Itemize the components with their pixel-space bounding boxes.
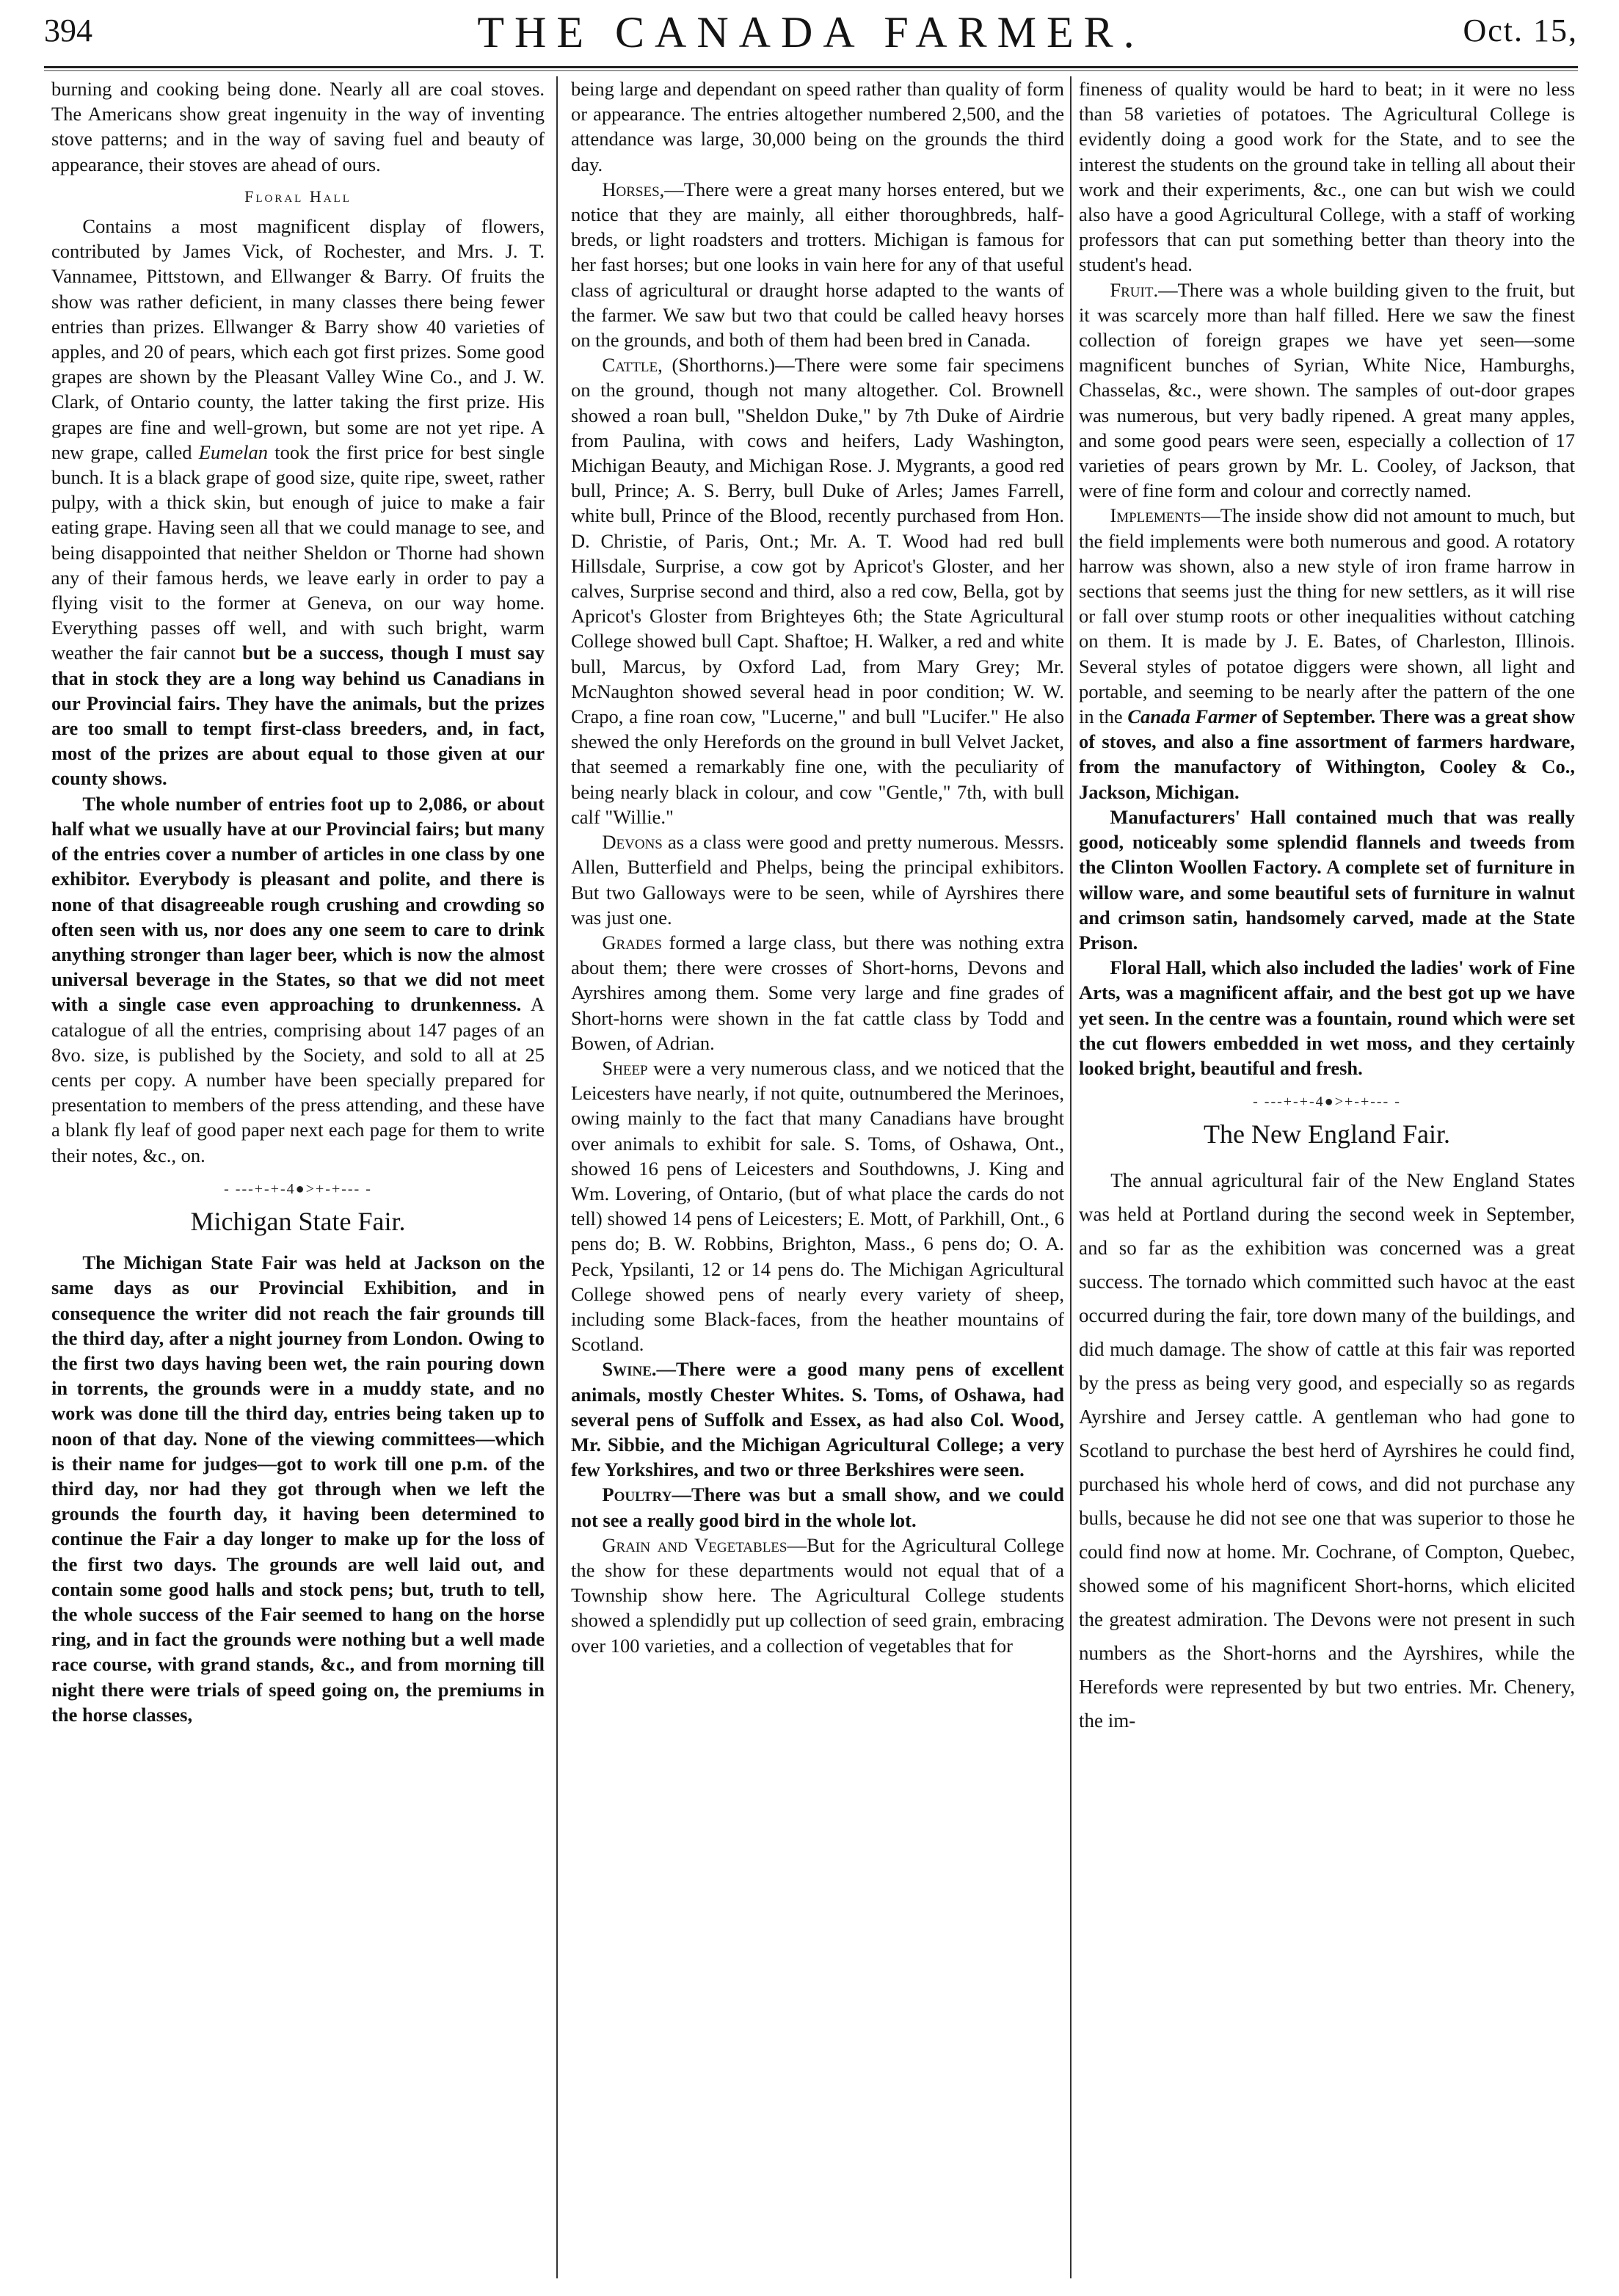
- paragraph-entries: [51, 791, 545, 1168]
- paragraph-cattle: Cattle, (Shorthorns.)—There were some fair specimens on the ground, though not many altogether. Col. Brownell showed a roan bull, "Sheldon Duke," by 7th Duke of Airdrie from Paulina, with cows and heifers, Lady Washington, Michigan Beauty, and Michigan Rose. J. Mygrants, a good red bull, Prince; A. S. Berry, bull Duke of Arles; James Farrell, white bull, Prince of the Blood, recently purchased from Hon. D. Christie, of Paris, Ont.; Mr. A. T. Wood had red bull Hillsdale, Surprise, a cow got by Apricot's Gloster, and her calves, Surprise second and third, also a red cow, Bella, got by Apricot's Gloster from Brighteyes 6th; the State Agricultural College showed bull Capt. Shaftoe; H. Walker, a red and white bull, Marcus, by Oxford Lad, from Mary Grey; Mr. McNaughton showed several head in poor condition; W. W. Crapo, a fine roan cow, "Lucerne," and bull "Lucifer." He also shewed the only Herefords on the ground in bull Velvet Jacket, that seemed a remarkably fine one, with the peculiarity of being nearly black in colour, and cow "Gentle," 7th, with bull calf "Willie.": [571, 354, 1064, 828]
- floral-text-b: took the first price for best single bunch. It is a black grape of good size, quite ripe, sweet, rather pulpy, with a thick skin, but enough of juice to make a fair eating grape. Having seen all that we could manage to see, and being disappointed that neither Sheldon or Thorne had shown any of their famous herds, we leave early in order to pay a flying visit to the former at Geneva, on our way home. Everything passes off well, and with such bright, warm weather the fair cannot: [51, 440, 545, 664]
- paragraph-sheep: Sheep were a very numerous class, and we noticed that the Leicesters have nearly, if not quite, outnumbered the Merinoes, owing mainly to the fact that many Canadians have brought over animals to exhibit for sale. S. Toms, of Oshawa, Ont., showed 16 pens of Leicesters and Southdowns, J. King and Wm. Lovering, of Ontario, (but of what place the cards do not tell) showed 14 pens of Leicesters; E. Mott, of Parkhill, Ont., 6 pens do; B. W. Robbins, Brighton, Mass., 6 pens do; O. A. Peck, Ypsilanti, 12 or 14 pens do. The Michigan Agricultural College showed pens of nearly every variety of sheep, including some Black-faces, from the heather mountains of Scotland.: [571, 1056, 1064, 1356]
- entries-text-bold: The whole number of entries foot up to 2,086, or about half what we usually have at our Provincial fairs; but many of the entries cover a number of articles in one class by one exhibitor. Everybody is pleasant and polite, and there is none of that disagreeable rough crushing and crowding so often seen with us, nor does any one seem to care to drink anything stronger than lager beer, which is now the almost universal beverage in the States, so that we did not meet with a single case even approaching to drunkenness.: [51, 792, 545, 1016]
- paragraph-poultry: Poultry—There was but a small show, and we could not see a really good bird in the whole lot.: [571, 1483, 1064, 1531]
- header-rule: [44, 66, 1578, 68]
- column-2: [571, 76, 1064, 2271]
- paragraph-grades: Grades formed a large class, but there was nothing extra about them; there were crosses of Short-horns, Devons and Ayrshires among them. Some very large and fine grades of Short-horns were shown in the fat cattle class by Todd and Bowen, of Adrian.: [571, 931, 1064, 1054]
- paragraph-stoves: burning and cooking being done. Nearly all are coal stoves. The Americans show great ingenuity in the way of inventing stove patterns; and in the way of saving fuel and beauty of appearance, their stoves are ahead of ours.: [51, 78, 545, 175]
- label-implements: Implements: [1110, 504, 1201, 527]
- entries-text-b: A catalogue of all the entries, comprising about 147 pages of an 8vo. size, is published by the Society, and sold to all at 25 cents per copy. A number have been specially prepared for presentation to members of the press attending, and these have a blank fly leaf of good paper next each page for them to write their notes, &c., on.: [51, 993, 545, 1166]
- column-divider-2: [1070, 76, 1072, 2278]
- column-divider-1: [556, 76, 558, 2278]
- paragraph-michigan: The Michigan State Fair was held at Jackson on the same days as our Provincial Exhibition, and in consequence the writer did not reach the fair grounds till the third day, after a night journey from London. Owing to the first two days having been wet, the rain pouring down in torrents, the grounds were in a muddy state, and no work was done till the third day, entries being taken up to noon of that day. None of the viewing committees—which is their name for judges—got to work till one p.m. of the third day, nor had they got through when we left the grounds the fourth day, it having been determined to continue the Fair a day longer to make up for the loss of the first two days. The grounds are well laid out, and contain some good halls and stock pens; but, truth to tell, the whole success of the Fair seemed to hang on the horse ring, and in fact the grounds were nothing but a well made race course, with grand stands, &c., and from morning till night there were trials of speed going on, the premiums in the horse classes,: [51, 1251, 545, 1726]
- page-number: 394: [44, 12, 92, 48]
- heading-new-england-fair: The New England Fair.: [1204, 1119, 1450, 1149]
- paragraph-floral-hall: [51, 214, 545, 791]
- paragraph-new-england: The annual agricultural fair of the New England States was held at Portland during the second week in September, and so far as the exhibition was concerned was a great success. The tornado which committed such havoc at the east occurred during the fair, tore down many of the buildings, and did much damage. The show of cattle at this fair was reported by the press as being very good, and especially so as regards Ayrshire and Jersey cattle. A gentleman who had gone to Scotland to purchase the best herd of Ayrshires he could find, purchased his whole herd of cows, and did not purchase any bulls, because he did not see one that was superior to those he could find now at home. Mr. Cochrane, of Compton, Quebec, showed some of his magnificent Short-horns, which elicited the greatest admiration. The Devons were not present in such numbers as the Short-horns and the Ayrshires, while the Herefords were represented by but two entries. Mr. Chenery, the im-: [1079, 1169, 1575, 1732]
- label-grades: Grades: [602, 931, 662, 953]
- heading-michigan-state-fair: Michigan State Fair.: [190, 1206, 406, 1236]
- label-poultry: Poultry: [602, 1483, 672, 1506]
- paragraph-horse-classes: being large and dependant on speed rather than quality of form or appearance. The entries altogether numbered 2,500, and the attendance was large, 30,000 being on the grounds the third day.: [571, 78, 1064, 175]
- paper-name: Canada Farmer: [1127, 705, 1257, 728]
- paragraph-floral-hall-2: Floral Hall, which also included the ladies' work of Fine Arts, was a magnificent affair, and the best got up we have yet seen. In the centre was a fountain, round which were set the cut flowers embedded in wet moss, and they certainly looked bright, beautiful and fresh.: [1079, 956, 1575, 1079]
- grape-name: Eumelan: [198, 440, 268, 463]
- label-sheep: Sheep: [602, 1056, 648, 1079]
- ornamental-separator-2: - ---+-+-4●>+-+--- -: [1253, 1094, 1401, 1111]
- paragraph-devons: Devons as a class were good and pretty numerous. Messrs. Allen, Butterfield and Phelps, being the principal exhibitors. But two Galloways were to be seen, while of Ayrshires there was just one.: [571, 831, 1064, 929]
- paragraph-implements: Implements—The inside show did not amount to much, but the field implements were both numerous and good. A rotatory harrow was shown, also a new style of iron frame harrow in sections that seems just the thing for new settlers, as it will rise or fall over stump roots or other inequalities without catching on them. It is made by J. E. Bates, of Charleston, Illinois. Several styles of potatoe diggers were shown, all light and portable, and seeming to be nearly after the pattern of the one in the Canada Farmer of September. There was a great show of stoves, and also a fine assortment of farmers hardware, from the manufactory of Withington, Cooley & Co., Jackson, Michigan.: [1079, 504, 1575, 803]
- paragraph-manufacturers-hall: Manufacturers' Hall contained much that was really good, noticeably some splendid flannels and tweeds from the Clinton Woollen Factory. A complete set of furniture in willow ware, and some beautiful sets of furniture in walnut and crimson satin, handsomely carved, made at the State Prison.: [1079, 805, 1575, 953]
- header-rule-thin: [44, 70, 1578, 71]
- column-1: [51, 76, 545, 2271]
- label-cattle: Cattle,: [602, 354, 663, 377]
- paragraph-swine: Swine.—There were a good many pens of excellent animals, mostly Chester Whites. S. Toms, of Oshawa, had several pens of Suffolk and Essex, as had also Col. Wood, Mr. Sibbie, and the Michigan Agricultural College; a very few Yorkshires, and two or three Berkshires were seen.: [571, 1358, 1064, 1481]
- subheading-floral-hall: Floral Hall: [244, 186, 352, 206]
- paragraph-college: fineness of quality would be hard to beat; in it were no less than 58 varieties of potatoes. The Agricultural College is evidently doing a good work for the State, and to see the interest the students on the ground take in telling all about their work and their experiments, &c., one can but wish we could also have a good Agricultural College, with a staff of working professors that can put something better than theory into the student's head.: [1079, 78, 1575, 276]
- page-header: [44, 4, 1578, 68]
- issue-date: Oct. 15,: [1463, 12, 1578, 48]
- masthead-title: THE CANADA FARMER.: [477, 8, 1145, 57]
- floral-text-bold: but be a success, though I must say that in stock they are a long way behind us Canadians in our Provincial fairs. They have the animals, but the prizes are too small to tempt first-class breeders, and, in fact, most of the prizes are about equal to those given at our county shows.: [51, 642, 545, 790]
- paragraph-fruit: Fruit.—There was a whole building given to the fruit, but it was scarcely more than half filled. Here we saw the finest collection of foreign grapes we have yet seen—some magnificent bunches of Syrian, White Nice, Hamburghs, Chasselas, &c., were shown. The samples of out-door grapes was numerous, but very badly ripened. A great many apples, and some good pears were seen, especially a collection of 17 varieties of pears grown by Mr. L. Cooley, of Jackson, that were of fine form and colour and correctly named.: [1079, 278, 1575, 502]
- paragraph-horses: Horses,—There were a great many horses entered, but we notice that they are mainly, all either thoroughbreds, half-breds, or light roadsters and trotters. Michigan is famous for her fast horses; but one looks in vain here for any of that useful class of agricultural or draught horse adapted to the wants of the farmer. We saw but two that could be called heavy horses on the grounds, and both of them had been bred in Canada.: [571, 178, 1064, 352]
- label-horses: Horses,: [602, 178, 665, 200]
- label-swine: Swine.: [602, 1358, 657, 1381]
- column-3: [1079, 76, 1575, 2271]
- label-grain: Grain and Vegetables: [602, 1533, 787, 1556]
- label-devons: Devons: [602, 831, 663, 854]
- ornamental-separator: - ---+-+-4●>+-+--- -: [224, 1180, 372, 1197]
- floral-text-a: Contains a most magnificent display of flowers, contributed by James Vick, of Rochester, and Mrs. J. T. Vannamee, Pittstown, and Ellwanger & Barry. Of fruits the show was rather deficient, in many classes there being fewer entries than prizes. Ellwanger & Barry show 40 varieties of apples, and 20 of pears, which each got first prizes. Some good grapes are shown by the Pleasant Valley Wine Co., and J. W. Clark, of Ontario county, the latter taking the first prize. His grapes are fine and well-grown, but some are not yet ripe. A new grape, called: [51, 215, 545, 463]
- label-fruit: Fruit.: [1110, 278, 1159, 301]
- paragraph-grain: Grain and Vegetables—But for the Agricultural College the show for these departments would not equal that of a Township show here. The Agricultural College students showed a splendidly put up collection of seed grain, embracing over 100 varieties, and a collection of vegetables that for: [571, 1533, 1064, 1657]
